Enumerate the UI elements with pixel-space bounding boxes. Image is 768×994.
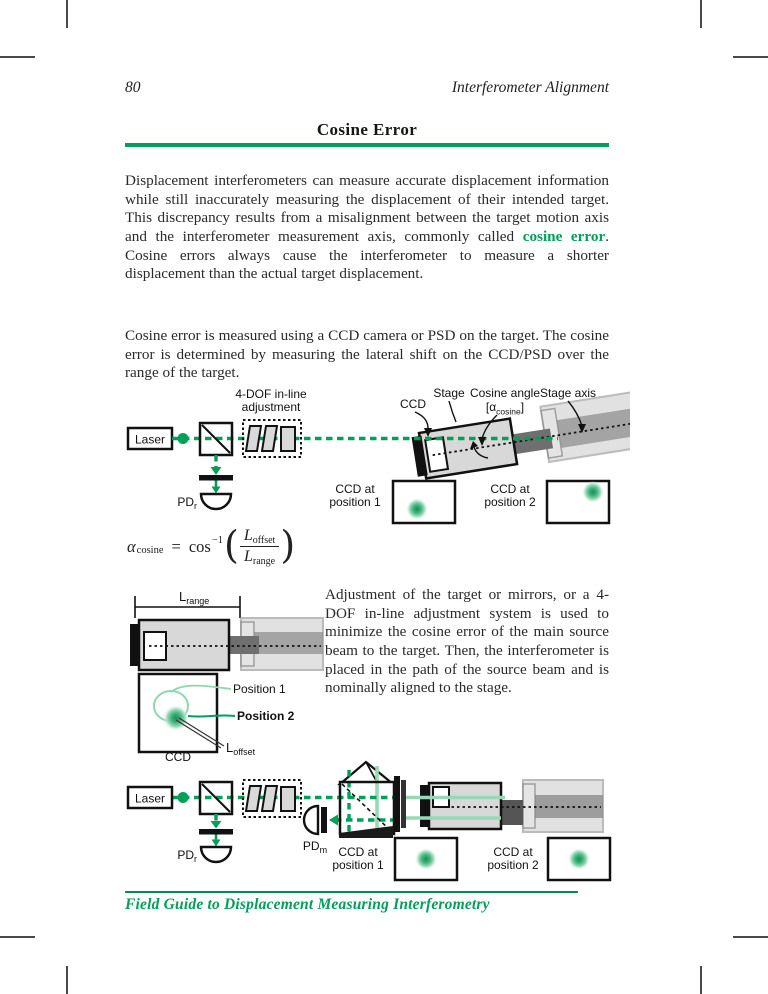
mirror-bar xyxy=(199,475,233,481)
diagram-ccd-offset xyxy=(131,670,323,762)
ccd-pos2-label: CCD at xyxy=(493,845,533,859)
mirror-bar xyxy=(321,807,327,833)
ccd-pos1-label: CCD at xyxy=(335,482,375,496)
diagram-stage-range xyxy=(127,588,332,673)
mirror-bar xyxy=(401,780,406,828)
ccd-position-2 xyxy=(484,481,609,523)
laser-box xyxy=(128,787,172,808)
stage-end-cap xyxy=(130,624,139,666)
ccd-callout: CCD xyxy=(400,397,426,411)
diagram-cosine-error-setup xyxy=(125,385,630,527)
l-range-label: $L_{range}$ xyxy=(179,589,210,606)
formula-equals: = xyxy=(171,536,181,556)
title-rule xyxy=(125,143,609,147)
paragraph-intro xyxy=(125,172,609,284)
crop-mark xyxy=(733,56,768,58)
pdm-label: $PD_m$ xyxy=(302,839,328,855)
formula-denominator: Lrange xyxy=(244,548,276,567)
cosine-angle-callout: Cosine angle xyxy=(469,386,541,400)
formula-alpha-sub: cosine xyxy=(136,545,164,556)
ccd-pos1-label: position 1 xyxy=(329,495,381,509)
arrow-down-icon xyxy=(211,467,222,475)
adjustment-label: adjustment xyxy=(241,400,301,414)
photodetector-icon xyxy=(201,494,231,509)
photodetector-icon xyxy=(201,847,231,862)
crop-mark xyxy=(0,56,35,58)
ccd-pos2-label: position 2 xyxy=(484,495,536,509)
laser-label: Laser xyxy=(134,791,166,806)
crop-mark xyxy=(733,936,768,938)
ccd-sensor xyxy=(425,437,448,471)
pdr-label: $PD_r$ xyxy=(177,495,197,511)
leader-line xyxy=(188,715,235,716)
paragraph-adjustment: Adjustment of the target or mirrors, or a 4-DOF in-line adjustment system is used to minimize the cosine error of the main source beam to the target. Then, the interferometer is placed in the path of the source beam and is nominally aligned to the stage. xyxy=(325,586,609,697)
adjustment-label: 4-DOF in-line xyxy=(235,387,307,401)
arrow-down-icon xyxy=(211,821,222,829)
formula-exponent: −1 xyxy=(211,535,223,546)
paragraph-text: Displacement interferometers can measure accurate displacement information while still inaccurately measuring the displacement of their intended target. This discrepancy results from a misalignment between the target motion axis and the interferometer measurement axis, commonly called xyxy=(125,172,609,245)
formula-numerator: Loffset xyxy=(240,527,280,547)
adjustment-plates xyxy=(243,780,301,817)
crop-mark xyxy=(66,0,68,28)
page-title: Cosine Error xyxy=(316,120,418,139)
adjustment-plates xyxy=(243,420,301,457)
beam-dot xyxy=(178,792,189,803)
stage-ghost-cap xyxy=(523,784,535,828)
laser-label: Laser xyxy=(134,432,166,447)
ccd-position-2 xyxy=(487,838,610,880)
highlight-cosine-error: cosine error xyxy=(522,227,606,245)
photodetector-icon xyxy=(304,806,318,834)
crop-mark xyxy=(0,936,35,938)
stage-travel xyxy=(130,618,323,670)
stage-end-cap xyxy=(420,785,429,827)
beam-dot xyxy=(178,433,189,444)
position-2-label: Position 2 xyxy=(237,709,295,723)
footer-title: Field Guide to Displacement Measuring Interferometry xyxy=(125,896,490,913)
arrow-down-icon xyxy=(212,487,221,494)
reference-arm xyxy=(177,814,233,864)
cosine-angle-formula: α cosine = cos −1 ( Loffset Lrange ) xyxy=(127,522,296,567)
beam-spot xyxy=(415,848,437,870)
ccd-pos1-label: position 1 xyxy=(332,858,384,872)
stage-assembly xyxy=(420,780,603,832)
range-dimension xyxy=(135,589,240,618)
chapter-title: Interferometer Alignment xyxy=(451,79,609,96)
ccd-position-1 xyxy=(332,838,457,880)
stage-callout: Stage xyxy=(433,386,465,400)
beam-spot xyxy=(406,498,428,520)
mirror-bar xyxy=(394,776,400,832)
ccd-pos1-label: CCD at xyxy=(338,845,378,859)
position-1-label: Position 1 xyxy=(233,682,286,696)
crop-mark xyxy=(700,0,702,28)
formula-alpha: α xyxy=(127,536,136,556)
beam-spot xyxy=(582,481,604,503)
reference-arm xyxy=(177,455,233,511)
monitor-detector xyxy=(303,806,327,855)
leader-line xyxy=(449,401,456,422)
diagram-aligned-setup xyxy=(125,760,630,884)
stage-rod xyxy=(501,800,523,825)
paragraph-measurement: Cosine error is measured using a CCD camera or PSD on the target. The cosine error is determined by measuring the lateral shift on the CCD/PSD over the range of the target. xyxy=(125,327,609,382)
alpha-cosine-callout: $[\alpha_{cosine}]$ xyxy=(485,400,525,417)
paragraph-text: . Cosine errors always cause the interferometer to measure a shorter displacement than the actual target displacement. xyxy=(125,227,610,283)
formula-cos: cos xyxy=(188,536,211,556)
ccd-pos2-label: CCD at xyxy=(490,482,530,496)
crop-mark xyxy=(700,966,702,994)
stage-ghost-rail xyxy=(254,632,323,654)
crop-mark xyxy=(66,966,68,994)
stage-axis-callout: Stage axis xyxy=(539,386,597,400)
spot-position-2 xyxy=(163,705,189,731)
laser-box xyxy=(128,428,172,449)
ccd-position-1 xyxy=(329,481,455,523)
arrow-down-icon xyxy=(212,840,221,847)
leader-line xyxy=(415,412,428,430)
ccd-pos2-label: position 2 xyxy=(487,858,539,872)
ccd-label: CCD xyxy=(165,750,191,762)
arrow-left-icon xyxy=(329,815,338,826)
l-offset-label: $L_{offset}$ xyxy=(226,740,256,757)
formula-fraction xyxy=(240,527,280,566)
page-number: 80 xyxy=(125,79,141,96)
footer-rule xyxy=(125,891,578,893)
pdr-label: $PD_r$ xyxy=(177,848,197,864)
stage-rod xyxy=(229,636,259,654)
mirror-bar xyxy=(199,829,233,835)
beam-spot xyxy=(568,848,590,870)
